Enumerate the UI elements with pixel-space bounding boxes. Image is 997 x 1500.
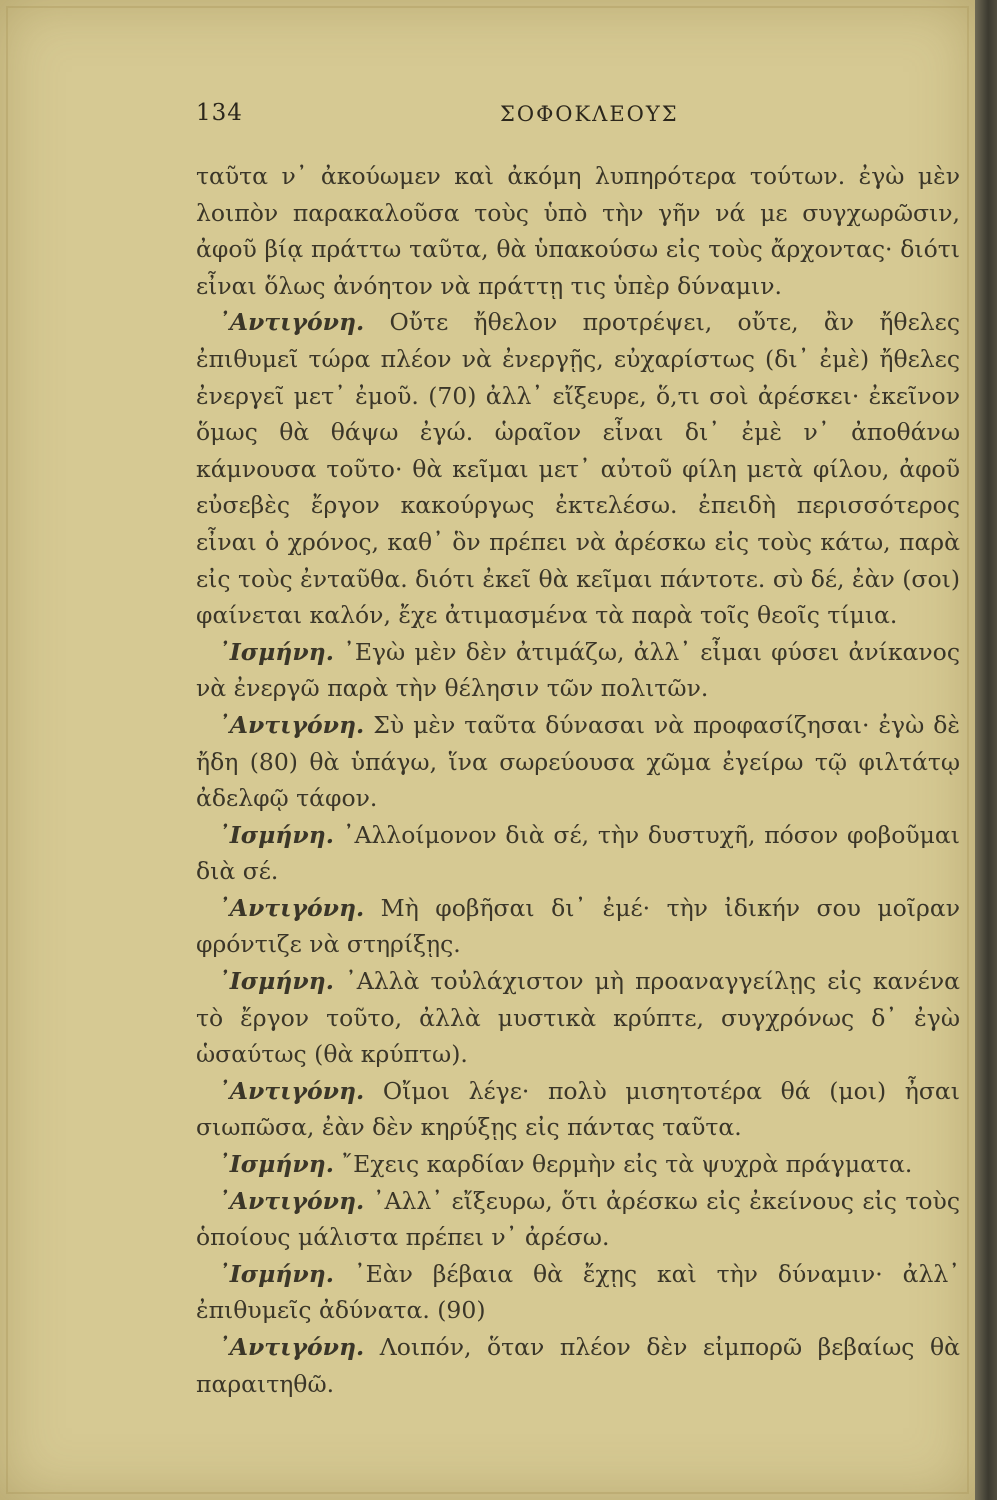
paragraph xyxy=(196,1183,960,1256)
body-text xyxy=(196,158,960,1402)
speaker-name: ᾽Ισμήνη. xyxy=(218,1150,334,1179)
paragraph-text: ᾽Αλλ᾽ εἴξευρω, ὅτι ἀρέσκω εἰς ἐκείνους εἰς τοὺς ὁποίους μάλιστα πρέπει ν᾽ ἀρέσω. xyxy=(196,1186,960,1252)
paragraph xyxy=(196,890,960,963)
paragraph-text: ᾽Αλλὰ τοὐλάχιστον μὴ προαναγγείλῃς εἰς κανένα τὸ ἔργον τοῦτο, ἀλλὰ μυστικὰ κρύπτε, συγχρόνως δ᾽ ἐγὼ ὡσαύτως (θὰ κρύπτω). xyxy=(196,967,960,1069)
paragraph-text: Οὔτε ἤθελον προτρέψει, οὔτε, ἂν ἤθελες ἐπιθυμεῖ τώρα πλέον νὰ ἐνεργῇς, εὐχαρίστως (δι᾽ ἐμὲ) ἤθελες ἐνεργεῖ μετ᾽ ἐμοῦ. (70) ἀλλ᾽ εἴξευρε, ὅ,τι σοὶ ἀρέσκει· ἐκεῖνον ὅμως θὰ θάψω ἐγώ. ὡραῖον εἶναι δι᾽ ἐμὲ ν᾽ ἀποθάνω κάμνουσα τοῦτο· θὰ κεῖμαι μετ᾽ αὐτοῦ φίλη μετὰ φίλου, ἀφοῦ εὐσεβὲς ἔργον κακούργως ἐκτελέσω. ἐπειδὴ περισσότερος εἶναι ὁ χρόνος, καθ᾽ ὃν πρέπει νὰ ἀρέσκω εἰς τοὺς κάτω, παρὰ εἰς τοὺς ἐνταῦθα. διότι ἐκεῖ θὰ κεῖμαι πάντοτε. σὺ δέ, ἐὰν (σοι) φαίνεται καλόν, ἔχε ἀτιμασμένα τὰ παρὰ τοῖς θεοῖς τίμια. xyxy=(196,308,960,630)
speaker-name: ᾽Αντιγόνη. xyxy=(218,1333,365,1361)
paragraph-text: ῎Εχεις καρδίαν θερμὴν εἰς τὰ ψυχρὰ πράγματα. xyxy=(341,1150,913,1179)
paragraph xyxy=(196,1073,960,1146)
speaker-name: ᾽Αντιγόνη. xyxy=(218,1076,365,1105)
speaker-name: ᾽Αντιγόνη. xyxy=(218,893,365,922)
speaker-name: ᾽Ισμήνη. xyxy=(218,967,334,996)
page-number: 134 xyxy=(196,100,243,126)
speaker-name: ᾽Αντιγόνη. xyxy=(218,308,365,337)
paragraph-text: ταῦτα ν᾽ ἀκούωμεν καὶ ἀκόμη λυπηρότερα τούτων. ἐγὼ μὲν λοιπὸν παρακαλοῦσα τοὺς ὑπὸ τὴν γῆν νά με συγχωρῶσιν, ἀφοῦ βίᾳ πράττω ταῦτα, θὰ ὑπακούσω εἰς τοὺς ἄρχοντας· διότι εἶναι ὅλως ἀνόητον νὰ πράττῃ τις ὑπὲρ δύναμιν. xyxy=(196,162,960,300)
paragraph-text: Λοιπόν, ὅταν πλέον δὲν εἰμπορῶ βεβαίως θὰ παραιτηθῶ. xyxy=(196,1333,960,1398)
paragraph xyxy=(196,158,960,304)
speaker-name: ᾽Ισμήνη. xyxy=(218,820,334,849)
paragraph xyxy=(196,963,960,1073)
speaker-name: ᾽Αντιγόνη. xyxy=(218,710,365,739)
paragraph-text: ᾽Εὰν βέβαια θὰ ἔχῃς καὶ τὴν δύναμιν· ἀλλ᾽ ἐπιθυμεῖς ἀδύνατα. (90) xyxy=(196,1259,960,1325)
speaker-name: ᾽Ισμήνη. xyxy=(218,1259,334,1288)
paragraph-text: Σὺ μὲν ταῦτα δύνασαι νὰ προφασίζησαι· ἐγὼ δὲ ἤδη (80) θὰ ὑπάγω, ἵνα σωρεύουσα χῶμα ἐγείρω τῷ φιλτάτῳ ἀδελφῷ τάφον. xyxy=(196,710,960,813)
paragraph xyxy=(196,707,960,817)
paragraph xyxy=(196,1146,960,1183)
paragraph-text: Μὴ φοβῆσαι δι᾽ ἐμέ· τὴν ἰδικήν σου μοῖραν φρόντιζε νὰ στηρίξῃς. xyxy=(196,893,960,959)
book-spine xyxy=(975,0,997,1500)
page-header xyxy=(0,100,975,140)
paragraph xyxy=(196,1329,960,1402)
running-title: ΣΟΦΟΚΛΕΟΥΣ xyxy=(500,102,679,126)
paragraph xyxy=(196,634,960,707)
speaker-name: ᾽Ισμήνη. xyxy=(218,637,334,666)
paragraph xyxy=(196,817,960,890)
paragraph xyxy=(196,1256,960,1329)
paragraph xyxy=(196,304,960,633)
paragraph-text: Οἴμοι λέγε· πολὺ μισητοτέρα θά (μοι) ἦσαι σιωπῶσα, ἐὰν δὲν κηρύξῃς εἰς πάντας ταῦτα. xyxy=(196,1076,960,1142)
paragraph-text: ᾽Εγὼ μὲν δὲν ἀτιμάζω, ἀλλ᾽ εἶμαι φύσει ἀνίκανος νὰ ἐνεργῶ παρὰ τὴν θέλησιν τῶν πολιτῶν. xyxy=(196,637,960,703)
speaker-name: ᾽Αντιγόνη. xyxy=(218,1186,365,1215)
paragraph-text: ᾽Αλλοίμονον διὰ σέ, τὴν δυστυχῆ, πόσον φοβοῦμαι διὰ σέ. xyxy=(196,820,960,886)
